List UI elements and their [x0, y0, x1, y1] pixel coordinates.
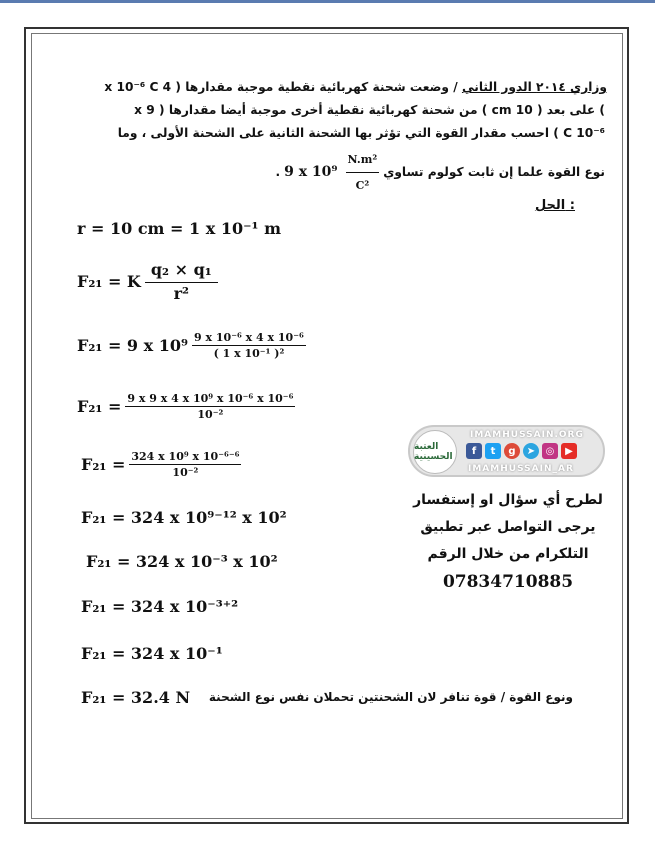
contact-line-1: لطرح أي سؤال او إستفسار — [413, 492, 603, 508]
step-exponent-3: F₂₁ = 324 x 10⁻³⁺² — [81, 597, 239, 616]
step-multiply-denominator: 10⁻² — [172, 466, 199, 479]
step-coulomb-law-lhs: F₂₁ = K — [77, 272, 141, 291]
step-substitution-denominator: ( 1 x 10⁻¹ )² — [213, 347, 285, 360]
question-line-4-text: نوع القوة علما إن ثابت كولوم تساوي — [383, 165, 605, 179]
step-exponent-1: F₂₁ = 324 x 10⁹⁻¹² x 10² — [81, 508, 287, 527]
facebook-icon: f — [466, 443, 482, 459]
step-substitution-lhs: F₂₁ = 9 x 10⁹ — [77, 336, 189, 355]
solution-heading: الحل : — [534, 198, 575, 213]
step-exponent-4: F₂₁ = 324 x 10⁻¹ — [81, 644, 223, 663]
step-distance: r = 10 cm = 1 x 10⁻¹ m — [77, 219, 282, 238]
imam-hussain-banner — [408, 425, 605, 477]
step-combine-fraction — [125, 392, 295, 421]
step-substitution-numerator: 9 x 10⁻⁶ x 4 x 10⁻⁶ — [194, 331, 304, 344]
youtube-icon: ▶ — [561, 443, 577, 459]
step-combine-lhs: F₂₁ = — [77, 397, 122, 416]
force-type-note: ونوع القوة / قوة تنافر لان الشحنتين تحملان نفس نوع الشحنة — [208, 690, 573, 704]
banner-website: IMAMHUSSAIN.ORG — [470, 430, 584, 440]
step-coulomb-law-numerator: q₂ × q₁ — [145, 260, 218, 283]
step-coulomb-law-fraction — [145, 260, 218, 303]
step-coulomb-law — [77, 260, 218, 303]
window-top-bar — [0, 0, 655, 3]
step-multiply — [81, 450, 241, 479]
step-exponent-2: F₂₁ = 324 x 10⁻³ x 10² — [86, 552, 278, 571]
question-line-1 — [104, 76, 607, 99]
shrine-logo: العتبة الحسينية — [413, 430, 457, 474]
step-multiply-numerator: 324 x 10⁹ x 10⁻⁶⁻⁶ — [131, 450, 240, 463]
step-final-result: F₂₁ = 32.4 N — [81, 688, 191, 707]
question-exam-label: وزاري ٢٠١٤ الدور الثاني — [461, 80, 607, 94]
telegram-icon: ➤ — [523, 443, 539, 459]
step-combine — [77, 392, 295, 421]
step-coulomb-law-denominator: r² — [173, 284, 190, 303]
question-line-4 — [275, 148, 605, 197]
instagram-icon: ◎ — [542, 443, 558, 459]
question-line-4-end: . — [275, 165, 281, 179]
question-line-2: ) على بعد ( 10 cm ) من شحنة كهربائية نقطية أخرى موجبة أيضا مقدارها ( 9 x — [134, 103, 605, 117]
google-plus-icon: g — [504, 443, 520, 459]
coulomb-unit-numerator: N.m² — [346, 148, 380, 173]
question-line-1-text: / وضعت شحنة كهربائية نقطية موجبة مقدارها ( 4 x 10⁻⁶ C — [104, 80, 458, 94]
step-combine-numerator: 9 x 9 x 4 x 10⁹ x 10⁻⁶ x 10⁻⁶ — [127, 392, 294, 405]
step-multiply-fraction — [129, 450, 241, 479]
coulomb-unit — [346, 148, 380, 197]
contact-line-2: يرجى التواصل عبر تطبيق — [420, 519, 596, 535]
coulomb-unit-denominator: C² — [355, 179, 370, 192]
step-substitution — [77, 331, 306, 360]
step-multiply-lhs: F₂₁ = — [81, 455, 126, 474]
step-substitution-fraction — [192, 331, 306, 360]
step-combine-denominator: 10⁻² — [197, 408, 224, 421]
coulomb-constant: 9 x 10⁹ — [284, 164, 338, 180]
contact-line-3: التلكرام من خلال الرقم — [427, 546, 589, 562]
banner-handle: IMAMHUSSAIN_AR — [468, 464, 574, 474]
social-icons — [466, 443, 577, 459]
twitter-icon: t — [485, 443, 501, 459]
contact-phone: 07834710885 — [442, 572, 574, 592]
question-line-3: 10⁻⁶ C ) احسب مقدار القوة التي تؤثر بها الشحنة الثانية على الشحنة الأولى ، وما — [117, 126, 605, 140]
